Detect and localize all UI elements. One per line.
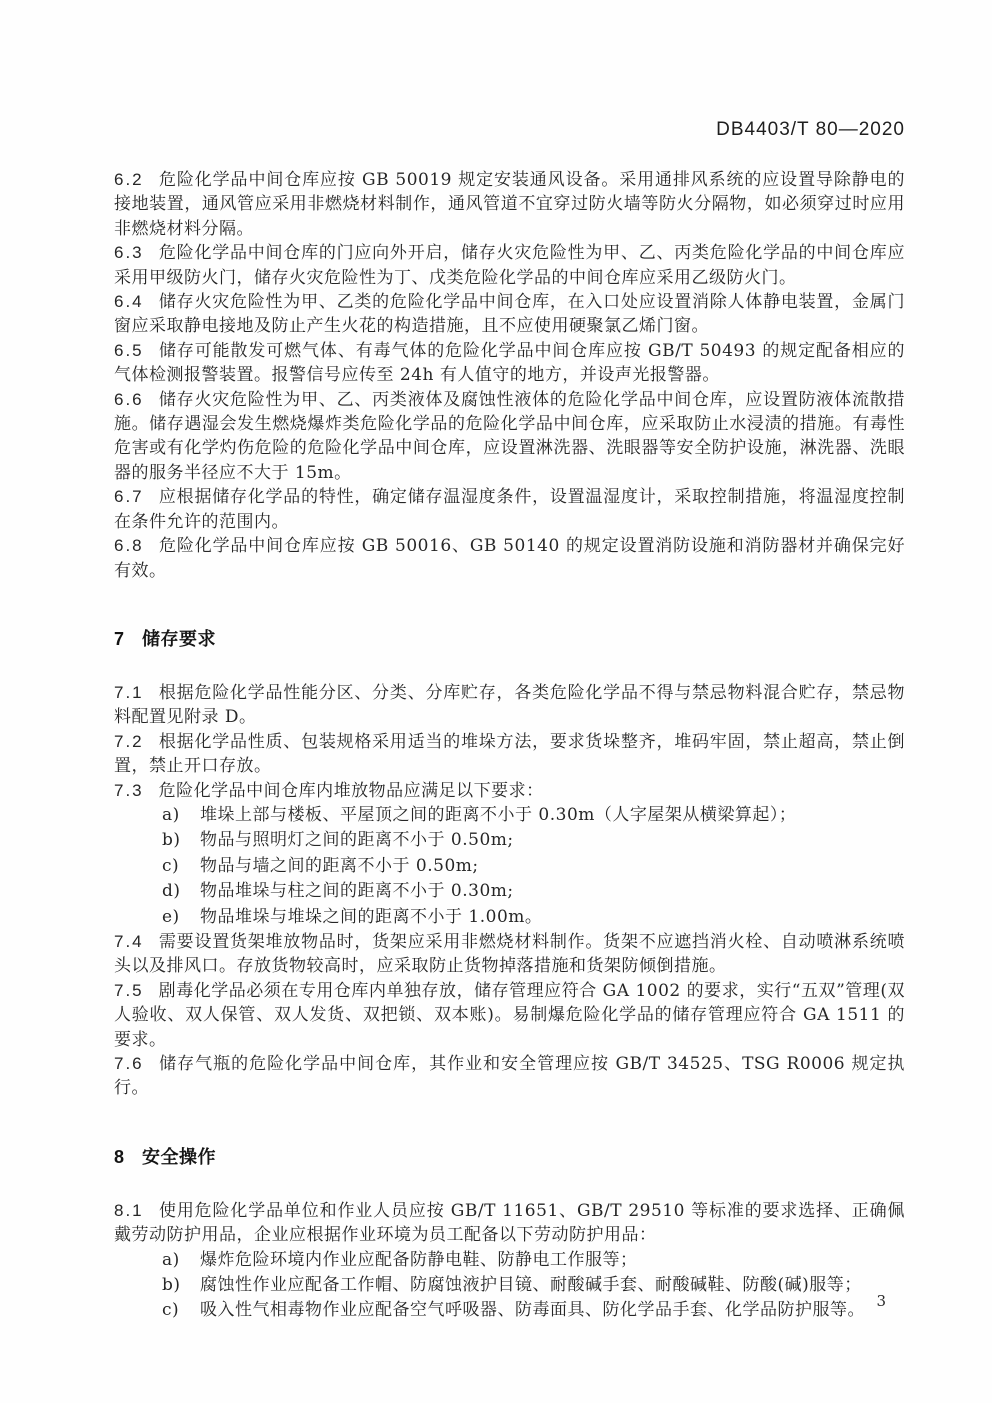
clause-number: 7.3: [114, 780, 144, 800]
list-item-text: 腐蚀性作业应配备工作帽、防腐蚀液护目镜、耐酸碱手套、耐酸碱鞋、防酸(碱)服等；: [200, 1275, 862, 1296]
list-item: [114, 879, 905, 904]
doc-number: DB4403/T 80—2020: [716, 119, 905, 140]
list-item-label: b): [162, 830, 181, 851]
list-item-label: c): [162, 1300, 180, 1321]
list-item: [114, 905, 905, 930]
clause-number: 6.8: [114, 536, 144, 556]
section-number: 7: [114, 628, 127, 649]
list-item-text: 堆垛上部与楼板、平屋顶之间的距离不小于 0.30m（人字屋架从横梁算起）；: [200, 804, 797, 825]
clause-number: 7.5: [114, 980, 144, 1000]
clause-text: 危险化学品中间仓库应按 GB 50016、GB 50140 的规定设置消防设施和消防器材并确保完好有效。: [114, 536, 905, 581]
clause-text: 根据化学品性质、包装规格采用适当的堆垛方法，要求货垛整齐，堆码牢固，禁止超高，禁止倒置，禁止开口存放。: [114, 731, 905, 777]
list-item-text: 吸入性气相毒物作业应配备空气呼吸器、防毒面具、防化学品手套、化学品防护服等。: [200, 1300, 865, 1321]
clause-paragraph: [114, 779, 905, 803]
clause-paragraph: [114, 979, 905, 1052]
section-heading: [114, 1145, 905, 1169]
clause-paragraph: [114, 388, 905, 486]
list-item-text: 物品与照明灯之间的距离不小于 0.50m;: [200, 830, 514, 851]
list-item-label: a): [162, 804, 180, 825]
clause-number: 8.1: [114, 1200, 144, 1220]
clause-paragraph: [114, 930, 905, 979]
clause-text: 危险化学品中间仓库应按 GB 50019 规定安装通风设备。采用通排风系统的应设置导除静电的接地装置，通风管应采用非燃烧材料制作，通风管道不宜穿过防火墙等防火分隔物，如必须穿过时应用非燃烧材料分隔。: [114, 170, 905, 239]
list-item: [114, 854, 905, 879]
clause-paragraph: [114, 485, 905, 534]
clause-paragraph: [114, 730, 905, 779]
list-item-text: 物品堆垛与柱之间的距离不小于 0.30m;: [200, 881, 514, 902]
clause-text: 储存火灾危险性为甲、乙、丙类液体及腐蚀性液体的危险化学品中间仓库，应设置防液体流散措施。储存遇湿会发生燃烧爆炸类危险化学品的危险化学品中间仓库，应采取防止水浸渍的措施。有毒性危害或有化学灼伤危险的危险化学品中间仓库，应设置淋洗器、洗眼器等安全防护设施，淋洗器、洗眼器的服务半径应不大于 15m。: [114, 389, 905, 483]
clause-text: 危险化学品中间仓库内堆放物品应满足以下要求：: [158, 780, 544, 801]
clause-number: 6.6: [114, 389, 144, 409]
clause-text: 使用危险化学品单位和作业人员应按 GB/T 11651、GB/T 29510 等标准的要求选择、正确佩戴劳动防护用品，企业应根据作业环境为员工配备以下劳动防护用品：: [114, 1200, 905, 1246]
clause-number: 6.2: [114, 170, 144, 189]
clause-text: 需要设置货架堆放物品时，货架应采用非燃烧材料制作。货架不应遮挡消火栓、自动喷淋系统喷头以及排风口。存放货物较高时，应采取防止货物掉落措施和货架防倾倒措施。: [114, 931, 905, 977]
section-heading: [114, 627, 905, 651]
clause-number: 7.4: [114, 931, 144, 951]
clause-number: 7.6: [114, 1054, 144, 1073]
document-body: [114, 168, 905, 1324]
document-header: [114, 118, 905, 142]
clause-number: 6.7: [114, 487, 144, 507]
clause-text: 应根据储存化学品的特性，确定储存温湿度条件，设置温湿度计，采取控制措施，将温湿度控制在条件允许的范围内。: [114, 487, 905, 532]
clause-number: 6.3: [114, 243, 144, 263]
list: [114, 1248, 905, 1324]
clause-paragraph: [114, 241, 905, 290]
clause-paragraph: [114, 168, 905, 241]
list-item: [114, 1248, 905, 1273]
clause-paragraph: [114, 1052, 905, 1101]
clause-paragraph: [114, 681, 905, 730]
clause-paragraph: [114, 534, 905, 583]
list: [114, 803, 905, 930]
section-title: 安全操作: [142, 1146, 217, 1167]
clause-paragraph: [114, 290, 905, 339]
clause-number: 7.2: [114, 731, 144, 751]
clause-text: 危险化学品中间仓库的门应向外开启，储存火灾危险性为甲、乙、丙类危险化学品的中间仓库应采用甲级防火门，储存火灾危险性为丁、戊类危险化学品的中间仓库应采用乙级防火门。: [114, 243, 905, 288]
clause-paragraph: [114, 1199, 905, 1248]
clause-number: 6.4: [114, 292, 144, 312]
page-number: 3: [876, 1292, 886, 1310]
list-item-label: e): [162, 906, 180, 927]
list-item: [114, 828, 905, 853]
list-item-label: b): [162, 1275, 181, 1296]
section-number: 8: [114, 1146, 127, 1167]
clause-number: 7.1: [114, 682, 144, 702]
document-footer: [876, 1292, 886, 1310]
list-item: [114, 1273, 905, 1298]
list-item-label: c): [162, 855, 180, 876]
section-title: 储存要求: [142, 628, 217, 649]
list-item-label: a): [162, 1249, 180, 1270]
clause-number: 6.5: [114, 340, 144, 360]
list-item-text: 物品与墙之间的距离不小于 0.50m;: [200, 855, 479, 876]
clause-text: 根据危险化学品性能分区、分类、分库贮存，各类危险化学品不得与禁忌物料混合贮存，禁忌物料配置见附录 D。: [114, 682, 905, 728]
list-item-text: 爆炸危险环境内作业应配备防静电鞋、防静电工作服等；: [200, 1249, 638, 1270]
clause-text: 储存气瓶的危险化学品中间仓库，其作业和安全管理应按 GB/T 34525、TSG R0006 规定执行。: [114, 1054, 905, 1099]
clause-text: 剧毒化学品必须在专用仓库内单独存放，储存管理应符合 GA 1002 的要求，实行“五双”管理(双人验收、双人保管、双人发货、双把锁、双本账)。易制爆危险化学品的储存管理应符合 GA 1511 的要求。: [114, 980, 905, 1050]
clause-paragraph: [114, 339, 905, 388]
clause-text: 储存火灾危险性为甲、乙类的危险化学品中间仓库，在入口处应设置消除人体静电装置，金属门窗应采取静电接地及防止产生火花的构造措施，且不应使用硬聚氯乙烯门窗。: [114, 292, 905, 337]
list-item: [114, 1298, 905, 1323]
list-item-text: 物品堆垛与堆垛之间的距离不小于 1.00m。: [200, 906, 543, 927]
list-item: [114, 803, 905, 828]
clause-text: 储存可能散发可燃气体、有毒气体的危险化学品中间仓库应按 GB/T 50493 的规定配备相应的气体检测报警装置。报警信号应传至 24h 有人值守的地方，并设声光报警器。: [114, 340, 905, 386]
list-item-label: d): [162, 881, 181, 902]
